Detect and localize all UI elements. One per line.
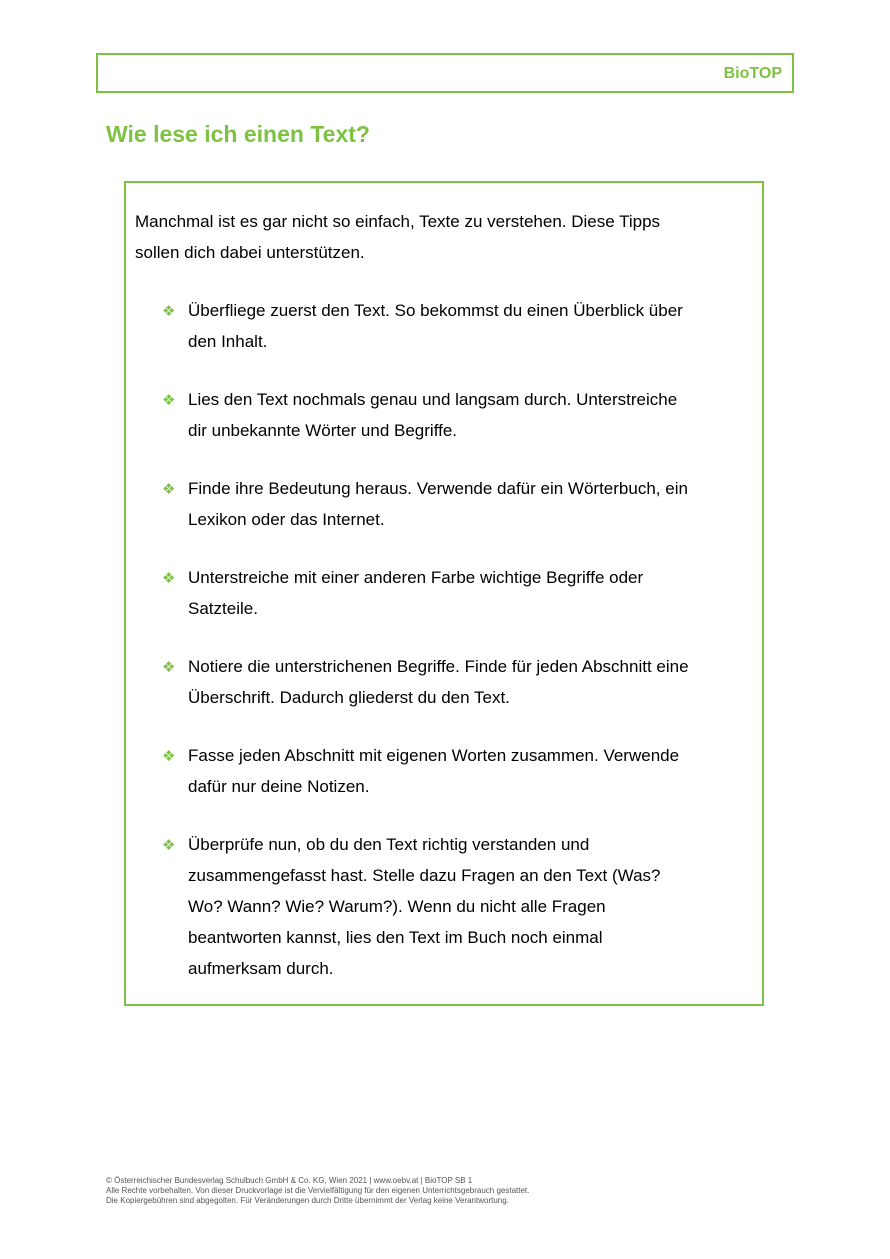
tip-text: Überprüfe nun, ob du den Text richtig verstanden und zusammengefasst hast. Stelle dazu Fragen an den Text (Was? Wo? Wann? Wie? Warum?). Wenn du nicht alle Fragen beantworten kannst, lies den Text im Buch noch einmal aufmerksam durch.	[188, 835, 661, 978]
tip-text: Finde ihre Bedeutung heraus. Verwende dafür ein Wörterbuch, ein Lexikon oder das Internet.	[188, 479, 688, 529]
tip-text: Überfliege zuerst den Text. So bekommst du einen Überblick über den Inhalt.	[188, 301, 683, 351]
tip-text: Fasse jeden Abschnitt mit eigenen Worten zusammen. Verwende dafür nur deine Notizen.	[188, 746, 680, 796]
diamond-bullet-icon: ❖	[162, 747, 176, 765]
copyright-footer	[106, 1176, 529, 1206]
list-item	[126, 651, 698, 713]
list-item	[126, 829, 698, 984]
list-item	[126, 473, 698, 535]
list-item	[126, 295, 698, 357]
tip-text: Unterstreiche mit einer anderen Farbe wichtige Begriffe oder Satzteile.	[188, 568, 644, 618]
footer-line-1: © Österreichischer Bundesverlag Schulbuch GmbH & Co. KG, Wien 2021 | www.oebv.at | BioTOP SB 1	[106, 1176, 473, 1185]
diamond-bullet-icon: ❖	[162, 836, 176, 854]
header-bar	[96, 53, 794, 93]
diamond-bullet-icon: ❖	[162, 480, 176, 498]
page-title: Wie lese ich einen Text?	[106, 121, 370, 147]
tip-text: Notiere die unterstrichenen Begriffe. Finde für jeden Abschnitt eine Überschrift. Dadurch gliederst du den Text.	[188, 657, 689, 707]
brand-label: BioTOP	[723, 65, 782, 82]
footer-line-2: Alle Rechte vorbehalten. Von dieser Druckvorlage ist die Vervielfältigung für den eigenen Unterrichtsgebrauch gestattet.	[106, 1186, 530, 1195]
tip-text: Lies den Text nochmals genau und langsam durch. Unterstreiche dir unbekannte Wörter und Begriffe.	[188, 390, 678, 440]
list-item	[126, 384, 698, 446]
diamond-bullet-icon: ❖	[162, 658, 176, 676]
tips-box	[124, 181, 764, 1006]
list-item	[126, 740, 698, 802]
intro-text: Manchmal ist es gar nicht so einfach, Texte zu verstehen. Diese Tipps sollen dich dabei unterstützen.	[135, 212, 661, 262]
tips-list	[126, 295, 762, 1011]
diamond-bullet-icon: ❖	[162, 569, 176, 587]
diamond-bullet-icon: ❖	[162, 391, 176, 409]
diamond-bullet-icon: ❖	[162, 302, 176, 320]
footer-line-3: Die Kopiergebühren sind abgegolten. Für Veränderungen durch Dritte übernimmt der Verlag keine Verantwortung.	[106, 1196, 509, 1205]
list-item	[126, 562, 698, 624]
